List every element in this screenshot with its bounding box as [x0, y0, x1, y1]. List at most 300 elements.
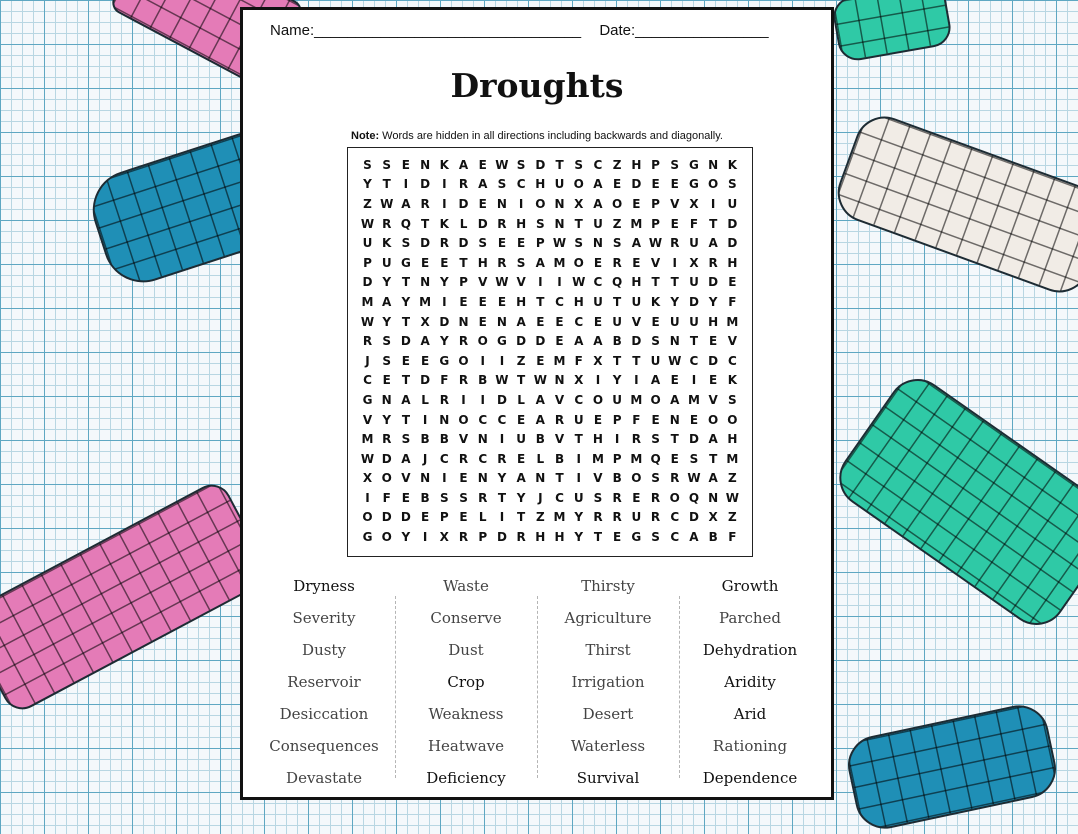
grid-letter[interactable]: B: [612, 334, 622, 349]
grid-letter[interactable]: C: [516, 177, 526, 192]
grid-letter[interactable]: U: [669, 314, 680, 329]
grid-letter[interactable]: E: [459, 471, 468, 486]
grid-letter[interactable]: E: [555, 314, 564, 329]
grid-letter[interactable]: H: [554, 530, 565, 545]
grid-letter[interactable]: B: [439, 432, 449, 447]
grid-letter[interactable]: E: [401, 490, 410, 505]
grid-letter[interactable]: T: [709, 216, 718, 231]
grid-letter[interactable]: C: [439, 451, 449, 466]
grid-letter[interactable]: R: [362, 334, 373, 349]
grid-letter[interactable]: Q: [612, 275, 623, 290]
grid-letter[interactable]: E: [632, 196, 641, 211]
grid-letter[interactable]: U: [650, 353, 661, 368]
grid-letter[interactable]: E: [517, 236, 526, 251]
grid-letter[interactable]: U: [554, 177, 565, 192]
grid-letter[interactable]: P: [363, 255, 372, 270]
grid-letter[interactable]: E: [651, 314, 660, 329]
grid-letter[interactable]: W: [687, 471, 701, 486]
grid-letter[interactable]: S: [516, 255, 526, 270]
grid-letter[interactable]: E: [689, 412, 699, 427]
grid-letter[interactable]: Y: [439, 275, 449, 290]
grid-letter[interactable]: V: [727, 334, 737, 349]
grid-letter[interactable]: N: [496, 196, 507, 211]
grid-letter[interactable]: R: [650, 510, 661, 525]
grid-letter[interactable]: R: [458, 177, 469, 192]
grid-letter[interactable]: U: [381, 255, 392, 270]
grid-letter[interactable]: F: [382, 490, 391, 505]
grid-letter[interactable]: A: [478, 177, 488, 192]
grid-letter[interactable]: D: [631, 177, 642, 192]
grid-letter[interactable]: N: [554, 373, 565, 388]
grid-letter[interactable]: D: [458, 196, 469, 211]
grid-letter[interactable]: B: [612, 471, 622, 486]
grid-letter[interactable]: U: [516, 432, 526, 447]
grid-letter[interactable]: H: [631, 275, 642, 290]
grid-letter[interactable]: K: [650, 294, 661, 309]
grid-letter[interactable]: D: [708, 275, 719, 290]
grid-letter[interactable]: R: [612, 255, 622, 270]
grid-letter[interactable]: T: [401, 412, 410, 427]
grid-letter[interactable]: A: [535, 392, 545, 407]
grid-letter[interactable]: E: [401, 157, 410, 172]
grid-letter[interactable]: I: [499, 510, 505, 525]
grid-letter[interactable]: R: [420, 196, 430, 211]
grid-letter[interactable]: T: [459, 255, 468, 270]
grid-letter[interactable]: D: [727, 236, 738, 251]
grid-letter[interactable]: C: [689, 353, 699, 368]
grid-letter[interactable]: O: [612, 196, 623, 211]
grid-letter[interactable]: O: [592, 392, 604, 407]
grid-letter[interactable]: T: [670, 275, 679, 290]
grid-letter[interactable]: D: [458, 236, 469, 251]
grid-letter[interactable]: Z: [535, 510, 545, 525]
grid-letter[interactable]: I: [442, 294, 447, 309]
grid-letter[interactable]: Y: [382, 275, 392, 290]
grid-letter[interactable]: V: [478, 275, 488, 290]
grid-letter[interactable]: T: [574, 216, 583, 231]
grid-letter[interactable]: X: [439, 530, 449, 545]
grid-letter[interactable]: R: [382, 216, 392, 231]
grid-letter[interactable]: A: [458, 157, 469, 172]
grid-letter[interactable]: K: [727, 157, 738, 172]
grid-letter[interactable]: O: [458, 412, 469, 427]
grid-letter[interactable]: N: [496, 314, 507, 329]
grid-letter[interactable]: G: [362, 392, 373, 407]
grid-letter[interactable]: C: [555, 294, 564, 309]
grid-letter[interactable]: R: [458, 530, 469, 545]
grid-letter[interactable]: U: [573, 412, 584, 427]
grid-letter[interactable]: R: [612, 490, 622, 505]
grid-letter[interactable]: I: [576, 451, 581, 466]
grid-letter[interactable]: T: [709, 451, 718, 466]
grid-letter[interactable]: I: [403, 177, 409, 192]
grid-letter[interactable]: K: [439, 216, 449, 231]
grid-letter[interactable]: H: [516, 216, 527, 231]
grid-letter[interactable]: R: [708, 255, 718, 270]
grid-letter[interactable]: N: [554, 216, 565, 231]
grid-letter[interactable]: E: [382, 373, 391, 388]
grid-letter[interactable]: O: [535, 196, 546, 211]
grid-letter[interactable]: W: [380, 196, 394, 211]
grid-letter[interactable]: R: [554, 412, 565, 427]
grid-letter[interactable]: E: [478, 196, 487, 211]
grid-letter[interactable]: C: [670, 510, 680, 525]
grid-letter[interactable]: H: [708, 314, 719, 329]
grid-letter[interactable]: U: [593, 294, 603, 309]
grid-letter[interactable]: J: [538, 490, 543, 505]
grid-letter[interactable]: I: [422, 412, 428, 427]
grid-letter[interactable]: J: [365, 353, 370, 368]
grid-letter[interactable]: F: [728, 294, 737, 309]
grid-letter[interactable]: S: [593, 490, 603, 505]
grid-letter[interactable]: F: [632, 412, 641, 427]
grid-letter[interactable]: D: [727, 216, 738, 231]
grid-letter[interactable]: T: [651, 275, 660, 290]
grid-letter[interactable]: E: [670, 451, 679, 466]
grid-letter[interactable]: S: [363, 157, 372, 172]
grid-letter[interactable]: D: [688, 510, 699, 525]
grid-letter[interactable]: I: [442, 196, 447, 211]
grid-letter[interactable]: E: [497, 294, 507, 309]
grid-letter[interactable]: Z: [612, 216, 622, 231]
grid-letter[interactable]: S: [574, 236, 584, 251]
grid-letter[interactable]: C: [497, 412, 507, 427]
grid-letter[interactable]: G: [689, 157, 699, 172]
grid-letter[interactable]: A: [708, 432, 718, 447]
grid-letter[interactable]: O: [362, 510, 373, 525]
grid-letter[interactable]: W: [725, 490, 739, 505]
grid-letter[interactable]: H: [477, 255, 488, 270]
grid-letter[interactable]: Y: [439, 334, 449, 349]
grid-letter[interactable]: M: [553, 255, 566, 270]
grid-letter[interactable]: R: [650, 490, 661, 505]
grid-letter[interactable]: R: [593, 510, 603, 525]
grid-letter[interactable]: H: [592, 432, 603, 447]
grid-letter[interactable]: E: [517, 412, 526, 427]
grid-letter[interactable]: E: [632, 255, 641, 270]
grid-letter[interactable]: D: [381, 510, 392, 525]
grid-letter[interactable]: D: [439, 314, 450, 329]
grid-letter[interactable]: R: [458, 373, 469, 388]
grid-letter[interactable]: W: [533, 373, 547, 388]
grid-letter[interactable]: W: [495, 373, 509, 388]
grid-letter[interactable]: L: [478, 510, 487, 525]
grid-letter[interactable]: R: [382, 432, 392, 447]
grid-letter[interactable]: R: [458, 334, 469, 349]
grid-letter[interactable]: U: [612, 314, 623, 329]
grid-letter[interactable]: Z: [728, 510, 737, 525]
grid-letter[interactable]: C: [363, 373, 372, 388]
grid-letter[interactable]: B: [708, 530, 718, 545]
grid-letter[interactable]: D: [420, 373, 431, 388]
grid-letter[interactable]: F: [574, 353, 583, 368]
grid-letter[interactable]: O: [573, 177, 584, 192]
grid-letter[interactable]: R: [497, 216, 507, 231]
grid-letter[interactable]: P: [478, 530, 488, 545]
grid-letter[interactable]: V: [708, 392, 718, 407]
grid-letter[interactable]: M: [591, 451, 604, 466]
grid-letter[interactable]: B: [420, 490, 430, 505]
grid-letter[interactable]: D: [516, 334, 527, 349]
grid-letter[interactable]: H: [535, 177, 546, 192]
grid-letter[interactable]: Q: [650, 451, 661, 466]
grid-letter[interactable]: R: [516, 530, 526, 545]
grid-letter[interactable]: V: [401, 471, 411, 486]
grid-letter[interactable]: H: [516, 294, 527, 309]
grid-letter[interactable]: A: [650, 373, 661, 388]
grid-letter[interactable]: D: [381, 451, 392, 466]
grid-letter[interactable]: S: [382, 157, 392, 172]
grid-letter[interactable]: A: [401, 196, 411, 211]
grid-letter[interactable]: D: [631, 334, 642, 349]
grid-letter[interactable]: E: [593, 412, 603, 427]
grid-letter[interactable]: B: [535, 432, 545, 447]
grid-letter[interactable]: Y: [497, 471, 507, 486]
grid-letter[interactable]: J: [422, 451, 428, 466]
grid-letter[interactable]: D: [688, 432, 699, 447]
grid-letter[interactable]: C: [574, 314, 584, 329]
grid-letter[interactable]: E: [670, 216, 679, 231]
grid-letter[interactable]: D: [688, 294, 699, 309]
grid-letter[interactable]: T: [555, 471, 564, 486]
grid-letter[interactable]: B: [478, 373, 488, 388]
grid-letter[interactable]: Y: [708, 294, 718, 309]
grid-letter[interactable]: C: [574, 392, 584, 407]
grid-letter[interactable]: E: [632, 490, 641, 505]
grid-letter[interactable]: K: [727, 373, 738, 388]
grid-letter[interactable]: W: [495, 157, 509, 172]
grid-letter[interactable]: N: [458, 314, 469, 329]
grid-letter[interactable]: M: [726, 451, 739, 466]
grid-letter[interactable]: Y: [516, 490, 526, 505]
grid-letter[interactable]: I: [480, 392, 485, 407]
grid-letter[interactable]: U: [593, 216, 603, 231]
grid-letter[interactable]: E: [421, 353, 430, 368]
grid-letter[interactable]: A: [516, 314, 526, 329]
grid-letter[interactable]: O: [650, 392, 661, 407]
grid-letter[interactable]: Z: [363, 196, 372, 211]
grid-letter[interactable]: E: [555, 334, 564, 349]
grid-letter[interactable]: S: [439, 490, 449, 505]
grid-letter[interactable]: I: [710, 196, 716, 211]
grid-letter[interactable]: T: [401, 275, 410, 290]
grid-letter[interactable]: W: [668, 353, 682, 368]
grid-letter[interactable]: I: [442, 177, 447, 192]
grid-letter[interactable]: E: [613, 530, 622, 545]
grid-letter[interactable]: G: [631, 530, 642, 545]
grid-letter[interactable]: I: [538, 275, 543, 290]
grid-letter[interactable]: H: [727, 432, 738, 447]
grid-letter[interactable]: E: [593, 314, 603, 329]
grid-letter[interactable]: S: [401, 236, 411, 251]
grid-letter[interactable]: Q: [400, 216, 411, 231]
grid-letter[interactable]: N: [420, 471, 431, 486]
grid-letter[interactable]: E: [709, 334, 718, 349]
grid-letter[interactable]: D: [477, 216, 488, 231]
grid-letter[interactable]: A: [535, 255, 545, 270]
grid-letter[interactable]: X: [593, 353, 603, 368]
grid-letter[interactable]: O: [477, 334, 488, 349]
grid-letter[interactable]: P: [612, 412, 622, 427]
grid-letter[interactable]: S: [382, 334, 392, 349]
grid-letter[interactable]: R: [458, 451, 469, 466]
grid-letter[interactable]: E: [651, 412, 660, 427]
grid-letter[interactable]: P: [651, 216, 660, 231]
grid-letter[interactable]: N: [439, 412, 450, 427]
grid-letter[interactable]: S: [382, 353, 392, 368]
grid-letter[interactable]: W: [572, 275, 586, 290]
grid-letter[interactable]: V: [458, 432, 469, 447]
grid-letter[interactable]: F: [689, 216, 699, 231]
grid-letter[interactable]: D: [420, 236, 431, 251]
grid-letter[interactable]: I: [614, 432, 620, 447]
grid-letter[interactable]: Q: [688, 490, 700, 505]
grid-letter[interactable]: D: [400, 510, 411, 525]
grid-letter[interactable]: R: [670, 236, 680, 251]
grid-letter[interactable]: M: [553, 353, 566, 368]
grid-letter[interactable]: O: [631, 471, 642, 486]
grid-letter[interactable]: U: [689, 236, 699, 251]
grid-letter[interactable]: T: [517, 510, 526, 525]
grid-letter[interactable]: F: [440, 373, 449, 388]
grid-letter[interactable]: E: [536, 353, 545, 368]
grid-letter[interactable]: S: [728, 177, 737, 192]
grid-letter[interactable]: A: [516, 471, 526, 486]
grid-letter[interactable]: A: [593, 334, 603, 349]
grid-letter[interactable]: D: [400, 334, 411, 349]
grid-letter[interactable]: S: [651, 334, 660, 349]
grid-letter[interactable]: M: [630, 392, 643, 407]
grid-letter[interactable]: W: [495, 275, 509, 290]
grid-letter[interactable]: V: [650, 255, 661, 270]
grid-letter[interactable]: T: [574, 432, 583, 447]
grid-letter[interactable]: H: [573, 294, 584, 309]
grid-letter[interactable]: U: [573, 490, 584, 505]
grid-letter[interactable]: S: [478, 236, 488, 251]
grid-letter[interactable]: E: [459, 510, 468, 525]
grid-letter[interactable]: C: [555, 490, 564, 505]
grid-letter[interactable]: S: [574, 157, 584, 172]
grid-letter[interactable]: T: [401, 373, 410, 388]
grid-letter[interactable]: D: [535, 157, 546, 172]
grid-letter[interactable]: I: [557, 275, 562, 290]
grid-letter[interactable]: V: [554, 392, 565, 407]
grid-letter[interactable]: U: [362, 236, 373, 251]
grid-letter[interactable]: Y: [401, 294, 411, 309]
grid-letter[interactable]: T: [382, 177, 391, 192]
grid-letter[interactable]: E: [728, 275, 737, 290]
grid-letter[interactable]: E: [670, 373, 679, 388]
grid-letter[interactable]: T: [593, 530, 603, 545]
grid-letter[interactable]: W: [360, 216, 375, 231]
grid-letter[interactable]: G: [496, 334, 507, 349]
grid-letter[interactable]: T: [613, 294, 622, 309]
grid-letter[interactable]: Z: [612, 157, 622, 172]
grid-letter[interactable]: I: [365, 490, 370, 505]
grid-letter[interactable]: U: [727, 196, 738, 211]
grid-letter[interactable]: C: [478, 412, 488, 427]
grid-letter[interactable]: B: [554, 451, 565, 466]
grid-letter[interactable]: E: [709, 373, 718, 388]
grid-letter[interactable]: V: [554, 432, 565, 447]
grid-letter[interactable]: U: [612, 392, 623, 407]
grid-letter[interactable]: E: [593, 255, 603, 270]
grid-letter[interactable]: A: [593, 196, 603, 211]
grid-letter[interactable]: T: [497, 490, 507, 505]
grid-letter[interactable]: L: [459, 216, 468, 231]
grid-letter[interactable]: D: [362, 275, 373, 290]
grid-letter[interactable]: R: [670, 471, 680, 486]
grid-letter[interactable]: G: [362, 530, 373, 545]
grid-letter[interactable]: P: [439, 510, 449, 525]
grid-letter[interactable]: F: [728, 530, 737, 545]
grid-letter[interactable]: R: [497, 255, 507, 270]
grid-letter[interactable]: V: [362, 412, 373, 427]
grid-letter[interactable]: A: [382, 294, 392, 309]
grid-letter[interactable]: Y: [574, 510, 584, 525]
grid-letter[interactable]: C: [478, 451, 488, 466]
grid-letter[interactable]: S: [670, 157, 680, 172]
grid-letter[interactable]: O: [381, 530, 392, 545]
grid-letter[interactable]: V: [593, 471, 603, 486]
grid-letter[interactable]: H: [727, 255, 738, 270]
grid-letter[interactable]: O: [708, 412, 719, 427]
grid-letter[interactable]: C: [593, 275, 603, 290]
grid-letter[interactable]: T: [536, 294, 545, 309]
grid-letter[interactable]: E: [421, 255, 430, 270]
grid-letter[interactable]: U: [631, 510, 642, 525]
grid-letter[interactable]: K: [439, 157, 449, 172]
grid-letter[interactable]: A: [708, 471, 718, 486]
grid-letter[interactable]: D: [535, 334, 546, 349]
grid-letter[interactable]: N: [477, 471, 488, 486]
grid-letter[interactable]: G: [400, 255, 411, 270]
grid-letter[interactable]: Y: [382, 314, 392, 329]
grid-letter[interactable]: R: [631, 432, 641, 447]
grid-letter[interactable]: E: [478, 314, 487, 329]
grid-letter[interactable]: Y: [363, 177, 372, 192]
grid-letter[interactable]: E: [536, 314, 545, 329]
grid-letter[interactable]: P: [612, 451, 622, 466]
grid-letter[interactable]: P: [651, 196, 660, 211]
grid-letter[interactable]: S: [728, 392, 737, 407]
grid-letter[interactable]: E: [478, 294, 487, 309]
grid-letter[interactable]: I: [576, 471, 581, 486]
grid-letter[interactable]: G: [689, 177, 699, 192]
grid-letter[interactable]: Z: [728, 471, 737, 486]
grid-letter[interactable]: M: [726, 314, 739, 329]
grid-letter[interactable]: R: [439, 236, 449, 251]
grid-letter[interactable]: D: [496, 392, 507, 407]
grid-letter[interactable]: M: [630, 216, 643, 231]
grid-letter[interactable]: V: [516, 275, 526, 290]
name-field[interactable]: Name:________________________________: [270, 22, 582, 39]
grid-letter[interactable]: I: [499, 432, 505, 447]
grid-letter[interactable]: M: [687, 392, 700, 407]
grid-letter[interactable]: W: [360, 451, 375, 466]
grid-letter[interactable]: E: [440, 255, 449, 270]
grid-letter[interactable]: W: [552, 236, 567, 251]
grid-letter[interactable]: C: [670, 530, 680, 545]
grid-letter[interactable]: P: [535, 236, 545, 251]
grid-letter[interactable]: W: [360, 314, 375, 329]
grid-letter[interactable]: I: [672, 255, 677, 270]
grid-letter[interactable]: N: [554, 196, 565, 211]
date-field[interactable]: Date:________________: [599, 22, 769, 39]
grid-letter[interactable]: S: [536, 216, 545, 231]
grid-letter[interactable]: O: [573, 255, 584, 270]
grid-letter[interactable]: M: [361, 294, 374, 309]
